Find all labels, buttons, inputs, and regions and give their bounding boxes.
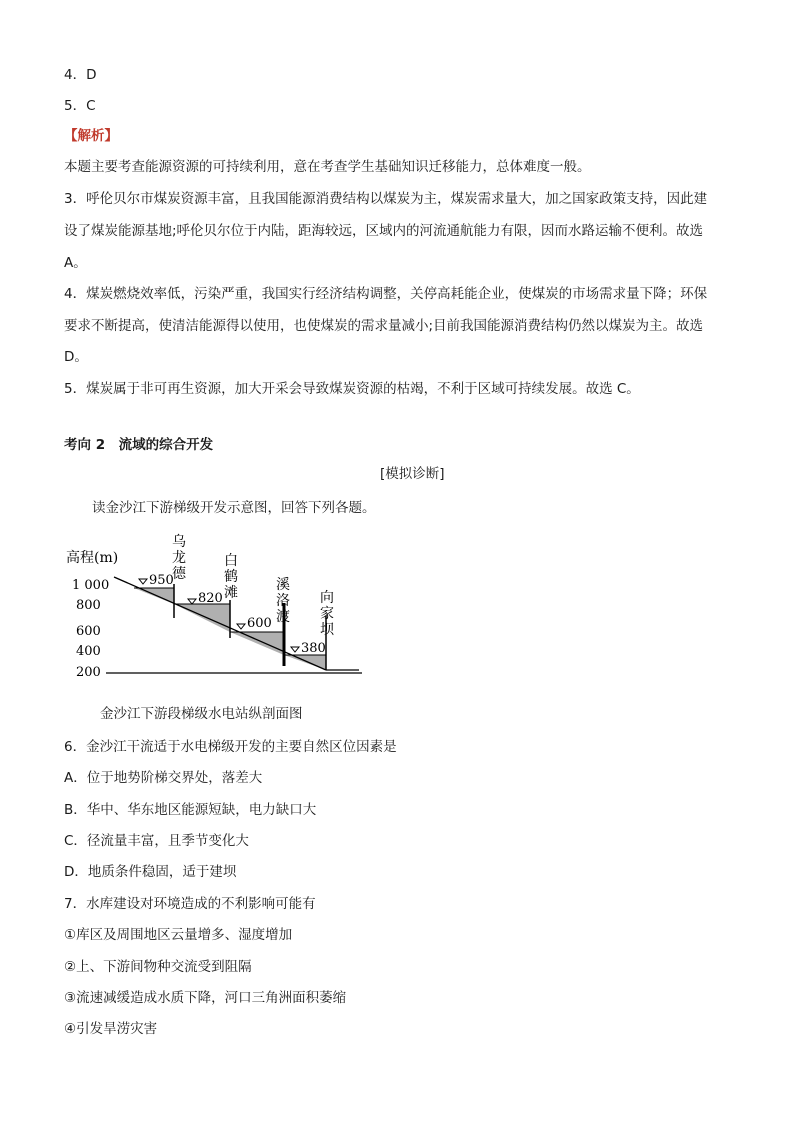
explanation-4-line-2: 要求不断提高，使清洁能源得以使用，也使煤炭的需求量减小;目前我国能源消费结构仍然以煤炭为主。故选 [64,318,704,334]
svg-text:溪: 溪 [276,577,290,593]
cascade-profile-diagram [64,528,374,688]
question-7-stem: 7．水库建设对环境造成的不利影响可能有 [64,896,316,912]
diagram-caption: 金沙江下游段梯级水电站纵剖面图 [100,706,303,722]
svg-text:洛: 洛 [276,593,290,609]
y-axis-label: 高程(m) [66,550,119,566]
question-6-stem: 6．金沙江干流适于水电梯级开发的主要自然区位因素是 [64,739,397,755]
svg-text:德: 德 [172,566,186,582]
station-name-xiangjiaba [320,590,335,638]
station-name-wudongde [172,534,187,582]
reservoir-xiluodu [230,632,284,655]
explanation-3-line-3: A。 [64,255,87,271]
svg-text:龙: 龙 [172,550,186,566]
explanation-4-line-3: D。 [64,349,88,365]
water-level-marker-icon [291,647,299,652]
y-tick-600: 600 [76,624,101,639]
section-title: 考向 2 流域的综合开发 [64,437,214,453]
svg-text:乌: 乌 [172,534,186,550]
svg-text:家: 家 [320,606,334,622]
svg-text:坝: 坝 [320,622,334,638]
question-6-option-d: D．地质条件稳固，适于建坝 [64,864,237,880]
explanation-5: 5．煤炭属于非可再生资源，加大开采会导致煤炭资源的枯竭，不利于区域可持续发展。故选 C。 [64,381,640,397]
level-wudongde: 950 [149,573,174,588]
analysis-intro: 本题主要考查能源资源的可持续利用，意在考查学生基础知识迁移能力，总体难度一般。 [64,159,591,175]
level-xiangjiaba: 380 [301,641,326,656]
section-subtitle: [模拟诊断] [380,466,445,482]
svg-text:白: 白 [224,553,238,569]
station-name-baihetan [224,553,238,601]
analysis-label: 【解析】 [64,128,118,144]
reservoir-wudongde [134,588,174,604]
water-level-marker-icon [188,599,196,604]
water-level-marker-icon [139,579,147,584]
svg-text:鹤: 鹤 [224,569,238,585]
y-tick-200: 200 [76,665,101,680]
question-7-item-2: ②上、下游间物种交流受到阻隔 [64,959,252,975]
y-tick-1000: 1 000 [72,578,110,593]
question-6-option-a: A．位于地势阶梯交界处，落差大 [64,770,263,786]
level-baihetan: 820 [198,591,223,606]
reservoir-baihetan [174,604,230,632]
svg-text:滩: 滩 [224,585,238,601]
explanation-3-line-2: 设了煤炭能源基地;呼伦贝尔位于内陆，距海较远，区域内的河流通航能力有限，因而水路运输不便利。故选 [64,223,704,239]
answer-4: 4．D [64,67,97,83]
station-name-xiluodu [276,577,290,625]
question-6-option-c: C．径流量丰富，且季节变化大 [64,833,249,849]
question-6-option-b: B．华中、华东地区能源短缺，电力缺口大 [64,802,317,818]
svg-text:渡: 渡 [276,609,290,625]
explanation-3-line-1: 3．呼伦贝尔市煤炭资源丰富，且我国能源消费结构以煤炭为主，煤炭需求量大，加之国家政策支持，因此建 [64,191,708,207]
y-tick-400: 400 [76,644,101,659]
water-level-marker-icon [237,624,245,629]
question-7-item-1: ①库区及周围地区云量增多、湿度增加 [64,927,293,943]
svg-text:向: 向 [320,590,334,606]
y-tick-800: 800 [76,598,101,613]
question-7-item-3: ③流速减缓造成水质下降，河口三角洲面积萎缩 [64,990,347,1006]
level-xiluodu: 600 [247,616,272,631]
question-7-item-4: ④引发旱涝灾害 [64,1021,158,1037]
section-lead: 读金沙江下游梯级开发示意图，回答下列各题。 [92,500,376,516]
answer-5: 5．C [64,98,96,114]
explanation-4-line-1: 4．煤炭燃烧效率低，污染严重，我国实行经济结构调整，关停高耗能企业，使煤炭的市场需求量下降；环保 [64,286,708,302]
